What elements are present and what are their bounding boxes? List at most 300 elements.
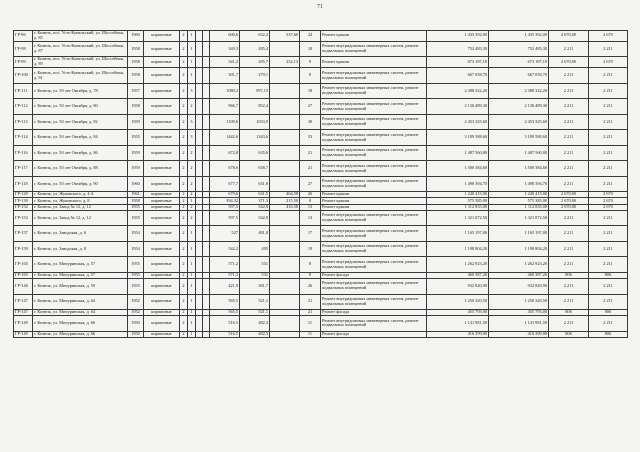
max-unit-cost-cell: 2 211	[589, 145, 628, 161]
area-roof-cell	[270, 145, 300, 161]
wall-material-cell: кирпичные	[144, 272, 180, 278]
blank-cell	[203, 279, 210, 295]
blank-cell	[196, 176, 203, 192]
max-unit-cost-cell: 2 211	[589, 41, 628, 57]
unit-cost-cell: 806	[549, 331, 589, 337]
work-type-cell: Ремонт внутридомовых инженерных систем, ремонт подвальных помещений	[321, 114, 427, 130]
area-total-cell: 565,5	[210, 310, 240, 316]
max-unit-cost-cell: 2 211	[589, 176, 628, 192]
area-total-cell: 301,7	[210, 68, 240, 84]
year-built-cell: 1958	[128, 57, 144, 68]
wall-material-cell: кирпичные	[144, 331, 180, 337]
address-cell: г. Кинель, ул. Мичуринская, д. 66	[33, 331, 128, 337]
wall-material-cell: кирпичные	[144, 114, 180, 130]
address-cell: г. Кинель, ул. Заводская, д. 6	[33, 226, 128, 242]
work-type-cell: Ремонт внутридомовых инженерных систем, ремонт подвальных помещений	[321, 279, 427, 295]
blank-cell	[203, 241, 210, 257]
address-cell: г. Кинель, ул. Мичуринская, д. 59	[33, 279, 128, 295]
blank-cell	[196, 210, 203, 226]
address-cell: г. Кинель, ул. 50 лет Октября, д. 84	[33, 130, 128, 146]
unit-cost-cell: 2 211	[549, 130, 589, 146]
cost-cell: 2 388 322,20	[427, 83, 489, 99]
max-unit-cost-cell: 2 670	[589, 192, 628, 198]
cost-total-cell: 1 240 415,00	[489, 192, 549, 198]
unit-cost-cell: 2 211	[549, 145, 589, 161]
blank-cell	[196, 331, 203, 337]
area-total-cell: 394,32	[210, 198, 240, 204]
work-type-cell: Ремонт внутридомовых инженерных систем, ремонт подвальных помещений	[321, 294, 427, 310]
cost-total-cell: 1 141 981,50	[489, 316, 549, 332]
table-row	[14, 31, 628, 42]
table-row	[14, 316, 628, 332]
wall-material-cell: кирпичные	[144, 204, 180, 210]
row-id-cell: ГР-111	[14, 83, 33, 99]
cost-total-cell: 2 453 325,60	[489, 114, 549, 130]
wall-material-cell: кирпичные	[144, 294, 180, 310]
blank-cell	[196, 316, 203, 332]
blank-cell	[203, 99, 210, 115]
wall-material-cell: кирпичные	[144, 83, 180, 99]
area-living-cell: 531	[240, 272, 270, 278]
floors-cell: 2	[180, 145, 188, 161]
floors-cell: 2	[180, 57, 188, 68]
area-roof-cell	[270, 241, 300, 257]
area-total-cell: 341,2	[210, 57, 240, 68]
floors-cell: 2	[180, 204, 188, 210]
max-unit-cost-cell: 806	[589, 310, 628, 316]
work-type-cell: Ремонт внутридомовых инженерных систем, ремонт подвальных помещений	[321, 316, 427, 332]
entrances-cell: 2	[188, 99, 196, 115]
row-id-cell: ГР-118	[14, 176, 33, 192]
unit-cost-cell: 2 211	[549, 316, 589, 332]
entrances-cell: 2	[188, 192, 196, 198]
max-unit-cost-cell: 2 211	[589, 68, 628, 84]
blank-cell	[203, 68, 210, 84]
work-type-cell: Ремонт крыши	[321, 31, 427, 42]
cost-total-cell: 1 487 560,80	[489, 145, 549, 161]
unit-cost-cell: 2 670,00	[549, 192, 589, 198]
work-type-cell: Ремонт внутридомовых инженерных систем, ремонт подвальных помещений	[321, 241, 427, 257]
cost-total-cell: 667 058,70	[489, 68, 549, 84]
entrances-cell: 2	[188, 161, 196, 177]
blank-cell	[203, 161, 210, 177]
year-built-cell: 1957	[128, 83, 144, 99]
table-row	[14, 226, 628, 242]
table-row	[14, 57, 628, 68]
max-unit-cost-cell: 2 670	[589, 204, 628, 210]
row-id-cell: ГР-147	[14, 310, 33, 316]
row-id-cell: ГР-112	[14, 99, 33, 115]
blank-cell	[196, 130, 203, 146]
year-built-cell: 1958	[128, 68, 144, 84]
year-built-cell: 1955	[128, 204, 144, 210]
area-living-cell: 852,4	[240, 99, 270, 115]
address-cell: г. Кинель, ул. Завод № 12, д. 12	[33, 204, 128, 210]
address-cell: г. Кинель, ул. Мичуринская, д. 57	[33, 272, 128, 278]
entrances-cell: 1	[188, 198, 196, 204]
floors-cell: 2	[180, 192, 188, 198]
floors-cell: 2	[180, 130, 188, 146]
wall-material-cell: кирпичные	[144, 130, 180, 146]
unit-cost-cell: 2 211	[549, 257, 589, 273]
area-roof-cell	[270, 99, 300, 115]
area-roof-cell	[270, 257, 300, 273]
area-total-cell: 600,6	[210, 31, 240, 42]
cost-cell: 1 141 981,50	[427, 316, 489, 332]
wall-material-cell: кирпичные	[144, 145, 180, 161]
year-built-cell: 1960	[128, 31, 144, 42]
area-roof-cell: 252,13	[270, 57, 300, 68]
cost-total-cell: 1 250 320,50	[489, 294, 549, 310]
area-living-cell: 542,9	[240, 210, 270, 226]
cost-total-cell: 1 198 804,20	[489, 241, 549, 257]
residents-cell: 9	[300, 57, 321, 68]
blank-cell	[203, 114, 210, 130]
table-row	[14, 241, 628, 257]
entrances-cell: 1	[188, 68, 196, 84]
entrances-cell: 1	[188, 57, 196, 68]
area-total-cell: 527	[210, 226, 240, 242]
cost-total-cell: 460 387,20	[489, 272, 549, 278]
floors-cell: 2	[180, 161, 188, 177]
wall-material-cell: кирпичные	[144, 192, 180, 198]
blank-cell	[196, 114, 203, 130]
work-type-cell: Ремонт внутридомовых инженерных систем, ремонт подвальных помещений	[321, 130, 427, 146]
area-total-cell: 677,7	[210, 176, 240, 192]
blank-cell	[203, 41, 210, 57]
unit-cost-cell: 2 670,00	[549, 31, 589, 42]
unit-cost-cell: 2 670,00	[549, 198, 589, 204]
cost-cell: 3 189 588,60	[427, 130, 489, 146]
year-built-cell: 1954	[128, 241, 144, 257]
floors-cell: 2	[180, 331, 188, 337]
blank-cell	[203, 83, 210, 99]
work-type-cell: Ремонт внутридомовых инженерных систем, ремонт подвальных помещений	[321, 99, 427, 115]
wall-material-cell: кирпичные	[144, 316, 180, 332]
cost-total-cell: 1 165 197,00	[489, 226, 549, 242]
floors-cell: 2	[180, 310, 188, 316]
table-row	[14, 279, 628, 295]
cost-cell: 1 435 392,00	[427, 31, 489, 42]
residents-cell: 24	[300, 31, 321, 42]
residents-cell: 11	[300, 331, 321, 337]
area-total-cell: 678,6	[210, 161, 240, 177]
area-roof-cell	[270, 130, 300, 146]
blank-cell	[196, 279, 203, 295]
blank-cell	[196, 241, 203, 257]
blank-cell	[196, 68, 203, 84]
area-total-cell: 1080,2	[210, 83, 240, 99]
cost-cell: 416 299,00	[427, 331, 489, 337]
area-living-cell: 482,3	[240, 316, 270, 332]
floors-cell: 2	[180, 68, 188, 84]
unit-cost-cell: 2 211	[549, 68, 589, 84]
floors-cell: 2	[180, 294, 188, 310]
area-living-cell: 521,1	[240, 310, 270, 316]
residents-cell: 19	[300, 241, 321, 257]
blank-cell	[196, 57, 203, 68]
year-built-cell: 1952	[128, 310, 144, 316]
max-unit-cost-cell: 2 211	[589, 257, 628, 273]
wall-material-cell: кирпичные	[144, 279, 180, 295]
work-type-cell: Ремонт фасада	[321, 310, 427, 316]
cost-total-cell: 932 820,90	[489, 279, 549, 295]
table-row	[14, 145, 628, 161]
residents-cell: 53	[300, 130, 321, 146]
cost-cell: 575 385,00	[427, 198, 489, 204]
work-type-cell: Ремонт крыши	[321, 57, 427, 68]
row-id-cell: ГР-98	[14, 41, 33, 57]
cost-cell: 2 453 325,60	[427, 114, 489, 130]
year-built-cell: 1952	[128, 294, 144, 310]
area-roof-cell: 416,58	[270, 204, 300, 210]
year-built-cell: 1955	[128, 257, 144, 273]
floors-cell: 2	[180, 210, 188, 226]
row-id-cell: ГР-149	[14, 316, 33, 332]
area-living-cell: 631,8	[240, 176, 270, 192]
blank-cell	[196, 226, 203, 242]
area-roof-cell: 215,50	[270, 198, 300, 204]
year-built-cell: 1958	[128, 41, 144, 57]
cost-total-cell: 1 321 072,50	[489, 210, 549, 226]
entrances-cell: 1	[188, 279, 196, 295]
area-living-cell: 1033,9	[240, 114, 270, 130]
unit-cost-cell: 2 211	[549, 241, 589, 257]
year-built-cell: 1955	[128, 279, 144, 295]
cost-cell: 932 820,90	[427, 279, 489, 295]
area-living-cell: 481,8	[240, 226, 270, 242]
residents-cell: 21	[300, 294, 321, 310]
year-built-cell: 1955	[128, 272, 144, 278]
blank-cell	[196, 41, 203, 57]
entrances-cell: 2	[188, 204, 196, 210]
cost-total-cell: 1 435 392,00	[489, 31, 549, 42]
residents-cell: 17	[300, 226, 321, 242]
area-total-cell: 672,8	[210, 145, 240, 161]
unit-cost-cell: 2 211	[549, 83, 589, 99]
entrances-cell: 3	[188, 83, 196, 99]
area-total-cell: 565,5	[210, 294, 240, 310]
area-living-cell: 531	[240, 257, 270, 273]
address-cell: г. Кинель, пос. Усть-Кинельский, ул. Шоссейная, д. 87	[33, 41, 128, 57]
entrances-cell: 2	[188, 210, 196, 226]
entrances-cell: 1	[188, 226, 196, 242]
cost-cell: 2 136 489,30	[427, 99, 489, 115]
area-living-cell: 495	[240, 241, 270, 257]
entrances-cell: 1	[188, 257, 196, 273]
entrances-cell: 1	[188, 272, 196, 278]
area-living-cell: 638,7	[240, 161, 270, 177]
unit-cost-cell: 2 211	[549, 41, 589, 57]
area-total-cell: 516,5	[210, 316, 240, 332]
year-built-cell: 1959	[128, 161, 144, 177]
residents-cell: 21	[300, 310, 321, 316]
work-type-cell: Ремонт фасада	[321, 272, 427, 278]
year-built-cell: 1958	[128, 99, 144, 115]
row-id-cell: ГР-139	[14, 198, 33, 204]
year-built-cell: 1950	[128, 331, 144, 337]
cost-total-cell: 2 388 322,20	[489, 83, 549, 99]
residents-cell: 8	[300, 272, 321, 278]
residents-cell: 27	[300, 99, 321, 115]
work-type-cell: Ремонт внутридомовых инженерных систем, ремонт подвальных помещений	[321, 210, 427, 226]
address-cell: г. Кинель, ул. 50 лет Октября, д. 88	[33, 161, 128, 177]
year-built-cell: 1960	[128, 176, 144, 192]
residents-cell: 26	[300, 192, 321, 198]
unit-cost-cell: 2 211	[549, 210, 589, 226]
work-type-cell: Ремонт внутридомовых инженерных систем, ремонт подвальных помещений	[321, 226, 427, 242]
area-total-cell: 597,5	[210, 210, 240, 226]
entrances-cell: 1	[188, 294, 196, 310]
floors-cell: 2	[180, 272, 188, 278]
year-built-cell: 1955	[128, 130, 144, 146]
address-cell: г. Кинель, ул. 50 лет Октября, д. 82	[33, 114, 128, 130]
row-id-cell: ГР-146	[14, 279, 33, 295]
address-cell: г. Кинель, ул. Жуковского, д. 4 А	[33, 192, 128, 198]
floors-cell: 2	[180, 99, 188, 115]
entrances-cell: 2	[188, 176, 196, 192]
address-cell: г. Кинель, ул. 50 лет Октября, д. 86	[33, 145, 128, 161]
cost-cell: 1 262 923,20	[427, 257, 489, 273]
cost-cell: 1 112 835,00	[427, 204, 489, 210]
cost-cell: 1 487 560,80	[427, 145, 489, 161]
max-unit-cost-cell: 2 211	[589, 99, 628, 115]
area-roof-cell	[270, 83, 300, 99]
blank-cell	[196, 145, 203, 161]
wall-material-cell: кирпичные	[144, 99, 180, 115]
max-unit-cost-cell: 2 211	[589, 279, 628, 295]
cost-cell: 1 500 384,60	[427, 161, 489, 177]
blank-cell	[196, 294, 203, 310]
wall-material-cell: кирпичные	[144, 310, 180, 316]
work-type-cell: Ремонт внутридомовых инженерных систем, ремонт подвальных помещений	[321, 161, 427, 177]
area-roof-cell	[270, 176, 300, 192]
year-built-cell: 1954	[128, 226, 144, 242]
address-cell: г. Кинель, ул. Мичуринская, д. 64	[33, 310, 128, 316]
blank-cell	[196, 161, 203, 177]
blank-cell	[203, 130, 210, 146]
area-living-cell: 285,7	[240, 57, 270, 68]
wall-material-cell: кирпичные	[144, 241, 180, 257]
area-total-cell: 597,5	[210, 204, 240, 210]
max-unit-cost-cell: 2 211	[589, 294, 628, 310]
area-living-cell: 542,9	[240, 204, 270, 210]
cost-cell: 1 498 394,70	[427, 176, 489, 192]
floors-cell: 2	[180, 114, 188, 130]
address-cell: г. Кинель, ул. 50 лет Октября, д. 90	[33, 176, 128, 192]
cost-total-cell: 673 187,10	[489, 57, 549, 68]
row-id-cell: ГР-147	[14, 294, 33, 310]
max-unit-cost-cell: 2 670	[589, 57, 628, 68]
floors-cell: 2	[180, 41, 188, 57]
blank-cell	[203, 294, 210, 310]
cost-total-cell: 1 498 394,70	[489, 176, 549, 192]
row-id-cell: ГР-117	[14, 161, 33, 177]
floors-cell: 2	[180, 83, 188, 99]
area-living-cell: 285,4	[240, 41, 270, 57]
entrances-cell: 1	[188, 41, 196, 57]
row-id-cell: ГР-165	[14, 257, 33, 273]
area-roof-cell	[270, 210, 300, 226]
cost-cell: 455 793,00	[427, 310, 489, 316]
cost-cell: 1 198 804,20	[427, 241, 489, 257]
entrances-cell: 3	[188, 114, 196, 130]
cost-total-cell: 1 112 835,00	[489, 204, 549, 210]
cost-cell: 667 058,70	[427, 68, 489, 84]
row-id-cell: ГР-165	[14, 272, 33, 278]
unit-cost-cell: 2 211	[549, 99, 589, 115]
max-unit-cost-cell: 806	[589, 331, 628, 337]
area-roof-cell	[270, 279, 300, 295]
area-total-cell: 966,7	[210, 99, 240, 115]
address-cell: г. Кинель, ул. Мичуринская, д. 66	[33, 316, 128, 332]
residents-cell: 21	[300, 161, 321, 177]
cost-total-cell: 575 385,00	[489, 198, 549, 204]
area-roof-cell	[270, 114, 300, 130]
cost-total-cell: 455 793,00	[489, 310, 549, 316]
row-id-cell: ГР-116	[14, 145, 33, 161]
residents-cell: 27	[300, 176, 321, 192]
residents-cell: 18	[300, 83, 321, 99]
work-type-cell: Ремонт крыши	[321, 198, 427, 204]
residents-cell: 13	[300, 210, 321, 226]
area-total-cell: 571,2	[210, 257, 240, 273]
residents-cell: 21	[300, 145, 321, 161]
blank-cell	[203, 145, 210, 161]
max-unit-cost-cell: 2 211	[589, 83, 628, 99]
area-living-cell: 632,2	[240, 31, 270, 42]
area-total-cell: 571,2	[210, 272, 240, 278]
address-cell: г. Кинель, ул. 50 лет Октября, д. 78	[33, 83, 128, 99]
unit-cost-cell: 806	[549, 272, 589, 278]
table-row	[14, 41, 628, 57]
unit-cost-cell: 2 211	[549, 161, 589, 177]
cost-total-cell: 752 485,30	[489, 41, 549, 57]
area-roof-cell	[270, 226, 300, 242]
residents-cell: 8	[300, 68, 321, 84]
table-row	[14, 83, 628, 99]
blank-cell	[203, 57, 210, 68]
residents-cell: 26	[300, 279, 321, 295]
max-unit-cost-cell: 2 670	[589, 198, 628, 204]
residents-cell: 13	[300, 204, 321, 210]
address-cell: г. Кинель, пос. Усть-Кинельский, ул. Шоссейная, д. 89	[33, 57, 128, 68]
entrances-cell: 1	[188, 310, 196, 316]
table-row	[14, 257, 628, 273]
unit-cost-cell: 2 211	[549, 114, 589, 130]
area-living-cell: 635,6	[240, 145, 270, 161]
address-cell: г. Кинель, ул. Завод № 12, д. 12	[33, 210, 128, 226]
floors-cell: 2	[180, 316, 188, 332]
entrances-cell: 1	[188, 31, 196, 42]
wall-material-cell: кирпичные	[144, 68, 180, 84]
max-unit-cost-cell: 2 211	[589, 130, 628, 146]
unit-cost-cell: 2 670,00	[549, 204, 589, 210]
row-id-cell: ГР-100	[14, 68, 33, 84]
address-cell: г. Кинель, пос. Усть-Кинельский, ул. Шоссейная, д. 85	[33, 31, 128, 42]
cost-total-cell: 1 500 384,60	[489, 161, 549, 177]
cost-total-cell: 416 299,00	[489, 331, 549, 337]
entrances-cell: 1	[188, 331, 196, 337]
residents-cell: 8	[300, 198, 321, 204]
work-type-cell: Ремонт крыши	[321, 204, 427, 210]
entrances-cell: 1	[188, 316, 196, 332]
wall-material-cell: кирпичные	[144, 257, 180, 273]
cost-cell: 1 321 072,50	[427, 210, 489, 226]
work-type-cell: Ремонт внутридомовых инженерных систем, ремонт подвальных помещений	[321, 83, 427, 99]
blank-cell	[203, 176, 210, 192]
row-id-cell: ГР-149	[14, 331, 33, 337]
